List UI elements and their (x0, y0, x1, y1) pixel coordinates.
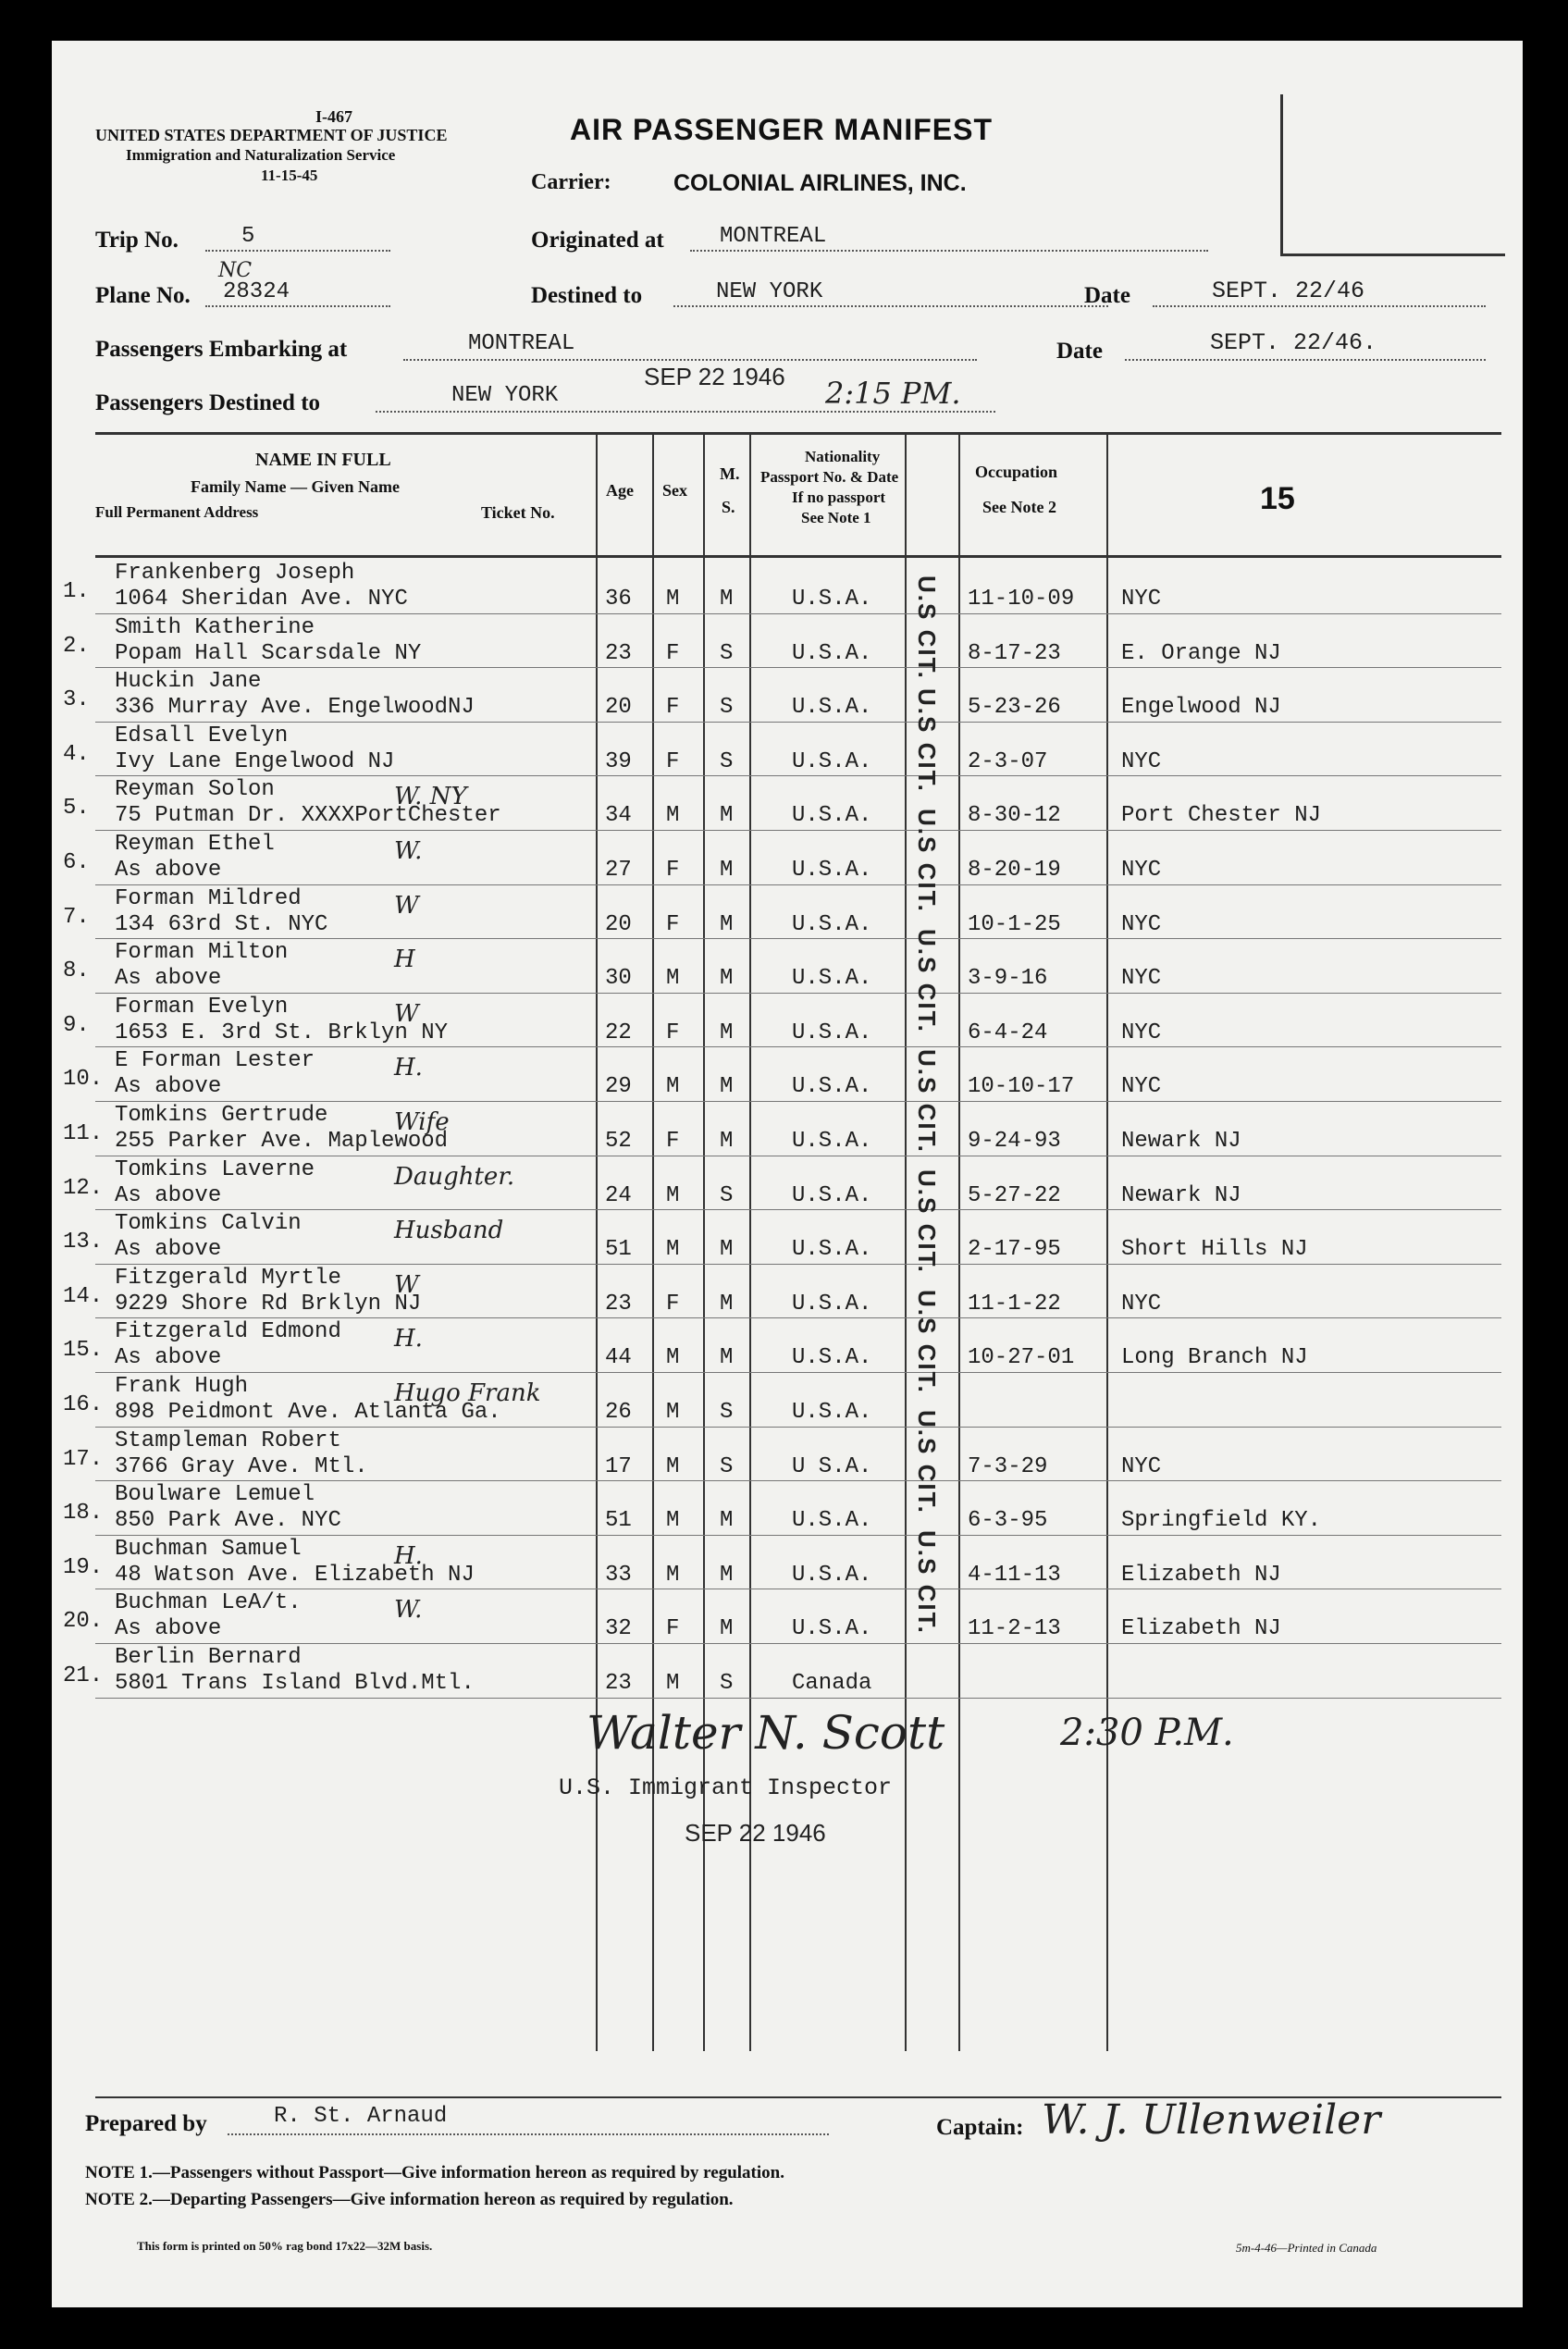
passenger-sex: F (666, 640, 680, 666)
passenger-name: Buchman Samuel (115, 1536, 302, 1562)
passenger-address: 5801 Trans Island Blvd.Mtl. (115, 1671, 475, 1696)
passenger-name: Huckin Jane (115, 669, 262, 695)
passenger-nationality: U.S.A. (792, 640, 872, 666)
passenger-marital: S (720, 640, 734, 666)
passenger-marital: M (720, 803, 734, 829)
passenger-destination: Newark NJ (1121, 1182, 1241, 1208)
passenger-address: 48 Watson Ave. Elizabeth NJ (115, 1562, 475, 1588)
prepared-by: R. St. Arnaud (274, 2104, 448, 2129)
embark-date: SEPT. 22/46. (1210, 329, 1377, 356)
row-number: 5. (63, 796, 90, 822)
us-cit-stamp: U.S CIT. (913, 1530, 941, 1635)
passenger-destination: Elizabeth NJ (1121, 1562, 1281, 1588)
passenger-age: 33 (605, 1562, 632, 1588)
col-ticket: Ticket No. (481, 503, 555, 522)
passenger-age: 29 (605, 1074, 632, 1100)
passenger-sex: M (666, 587, 680, 612)
embark-date-label: Date (1056, 339, 1103, 364)
passenger-age: 30 (605, 966, 632, 992)
passenger-age: 51 (605, 1508, 632, 1534)
passenger-address: 1653 E. 3rd St. Brklyn NY (115, 1020, 449, 1045)
passenger-nationality: U.S.A. (792, 1508, 872, 1534)
passenger-destination: NYC (1121, 1074, 1162, 1100)
passenger-nationality: U.S.A. (792, 803, 872, 829)
print-code: 5m-4-46—Printed in Canada (1236, 2241, 1377, 2255)
passenger-name: Forman Evelyn (115, 994, 289, 1020)
row-number: 12. (63, 1175, 104, 1201)
passenger-sex: F (666, 858, 680, 883)
passenger-name: Smith Katherine (115, 614, 315, 640)
passenger-nationality: U.S.A. (792, 1074, 872, 1100)
row-number: 20. (63, 1609, 104, 1635)
passenger-marital: S (720, 748, 734, 774)
embarking-city: MONTREAL (468, 331, 575, 356)
arrival-date-stamp: SEP 22 1946 (644, 363, 785, 390)
trip-date: SEPT. 22/46 (1212, 278, 1365, 304)
note-2: NOTE 2.—Departing Passengers—Give information hereon as required by regulation. (85, 2190, 734, 2209)
col-nat-3: If no passport (792, 488, 886, 506)
note-1: NOTE 1.—Passengers without Passport—Give information hereon as required by regulation. (85, 2163, 784, 2182)
form-number: I-467 (315, 107, 352, 126)
passenger-nationality: Canada (792, 1671, 872, 1696)
passenger-address: As above (115, 1237, 222, 1263)
destined-city: NEW YORK (716, 279, 823, 304)
passenger-occupation: 2-17-95 (968, 1237, 1061, 1263)
passenger-sex: F (666, 1291, 680, 1317)
passenger-marital: S (720, 695, 734, 721)
col-ms-1: M. (720, 464, 740, 483)
embarking-label: Passengers Embarking at (95, 337, 348, 362)
passenger-occupation: 5-23-26 (968, 695, 1061, 721)
passenger-address: 336 Murray Ave. EngelwoodNJ (115, 695, 475, 721)
passenger-nationality: U.S.A. (792, 1020, 872, 1045)
passenger-address: 1064 Sheridan Ave. NYC (115, 587, 408, 612)
col-occ-2: See Note 2 (982, 498, 1056, 516)
passenger-address: 898 Peidmont Ave. Atlanta Ga. (115, 1400, 501, 1425)
passenger-marital: M (720, 1562, 734, 1588)
row-number: 21. (63, 1663, 104, 1688)
passenger-age: 23 (605, 1671, 632, 1696)
passenger-address: As above (115, 858, 222, 883)
dest-label: Passengers Destined to (95, 390, 321, 415)
passenger-address: 134 63rd St. NYC (115, 911, 328, 937)
passenger-nationality: U.S.A. (792, 966, 872, 992)
passenger-age: 17 (605, 1453, 632, 1479)
passenger-marital: M (720, 966, 734, 992)
date-label: Date (1084, 283, 1130, 308)
passenger-occupation: 8-20-19 (968, 858, 1061, 883)
passenger-marital: M (720, 911, 734, 937)
service-name: Immigration and Naturalization Service (126, 146, 396, 164)
passenger-destination: Long Branch NJ (1121, 1345, 1308, 1371)
plane-prefix: NC (218, 259, 253, 282)
passenger-address: As above (115, 966, 222, 992)
passenger-nationality: U S.A. (792, 1453, 872, 1479)
department-name: UNITED STATES DEPARTMENT OF JUSTICE (95, 126, 448, 144)
passenger-age: 51 (605, 1237, 632, 1263)
sheet-count: 15 (1260, 481, 1295, 516)
plane-label: Plane No. (95, 283, 191, 308)
passenger-sex: M (666, 1345, 680, 1371)
passenger-age: 44 (605, 1345, 632, 1371)
form-date: 11-15-45 (261, 167, 318, 184)
passenger-nationality: U.S.A. (792, 587, 872, 612)
passenger-marital: M (720, 1345, 734, 1371)
us-cit-stamp: U.S CIT. (913, 1169, 941, 1274)
row-number: 11. (63, 1121, 104, 1146)
passenger-nationality: U.S.A. (792, 1129, 872, 1154)
passenger-occupation: 6-3-95 (968, 1508, 1048, 1534)
passenger-name: Edsall Evelyn (115, 723, 289, 748)
passenger-name: Fitzgerald Edmond (115, 1319, 341, 1345)
row-number: 3. (63, 687, 90, 713)
passenger-name: Buchman LeA/t. (115, 1590, 302, 1616)
handwritten-note: W. (394, 1596, 423, 1625)
handwritten-note: Wife (394, 1108, 450, 1136)
passenger-name: Frank Hugh (115, 1374, 249, 1399)
manifest-page (52, 41, 1523, 2307)
originated-city: MONTREAL (720, 224, 827, 249)
page-title: AIR PASSENGER MANIFEST (570, 113, 993, 146)
passenger-destination: NYC (1121, 911, 1162, 937)
passenger-name: Tomkins Calvin (115, 1211, 302, 1237)
passenger-address: 3766 Gray Ave. Mtl. (115, 1453, 368, 1479)
passenger-name: Forman Mildred (115, 885, 302, 911)
handwritten-note: W (394, 1270, 419, 1299)
arrival-time: 2:15 PM. (825, 376, 961, 411)
passenger-occupation: 9-24-93 (968, 1129, 1061, 1154)
col-occ-1: Occupation (975, 463, 1058, 481)
passenger-sex: F (666, 1020, 680, 1045)
col-age: Age (606, 481, 634, 500)
office-use-box (1280, 94, 1505, 256)
passenger-sex: M (666, 1400, 680, 1425)
row-number: 8. (63, 958, 90, 984)
passenger-address: 9229 Shore Rd Brklyn NJ (115, 1291, 422, 1317)
passenger-age: 23 (605, 640, 632, 666)
passenger-occupation: 10-1-25 (968, 911, 1061, 937)
passenger-name: Frankenberg Joseph (115, 561, 355, 586)
col-nat-4: See Note 1 (801, 509, 871, 526)
trip-label: Trip No. (95, 228, 179, 253)
passenger-age: 20 (605, 911, 632, 937)
passenger-name: Stampleman Robert (115, 1428, 341, 1453)
row-number: 1. (63, 579, 90, 604)
row-number: 2. (63, 633, 90, 659)
col-sex: Sex (662, 481, 687, 500)
passenger-occupation: 8-17-23 (968, 640, 1061, 666)
passenger-nationality: U.S.A. (792, 1345, 872, 1371)
us-cit-stamp: U.S CIT. (913, 929, 941, 1033)
passenger-marital: S (720, 1671, 734, 1696)
passenger-marital: M (720, 587, 734, 612)
handwritten-note: W. NY (394, 783, 467, 811)
handwritten-note: W. (394, 837, 423, 865)
handwritten-note: Husband (394, 1217, 504, 1245)
passenger-sex: F (666, 695, 680, 721)
originated-label: Originated at (531, 228, 664, 253)
dest-city: NEW YORK (451, 383, 559, 408)
passenger-marital: M (720, 1129, 734, 1154)
inspector-time: 2:30 P.M. (1060, 1712, 1234, 1754)
handwritten-note: Hugo Frank (394, 1379, 541, 1407)
passenger-age: 39 (605, 748, 632, 774)
passenger-name: Tomkins Laverne (115, 1156, 315, 1182)
passenger-destination: Port Chester NJ (1121, 803, 1322, 829)
passenger-age: 32 (605, 1616, 632, 1642)
passenger-marital: M (720, 858, 734, 883)
passenger-marital: M (720, 1237, 734, 1263)
inspector-date-stamp: SEP 22 1946 (685, 1819, 826, 1847)
passenger-occupation: 11-1-22 (968, 1291, 1061, 1317)
passenger-age: 36 (605, 587, 632, 612)
passenger-name: Berlin Bernard (115, 1645, 302, 1670)
handwritten-note: W (394, 891, 419, 920)
passenger-sex: F (666, 1616, 680, 1642)
passenger-sex: M (666, 1074, 680, 1100)
passenger-address: As above (115, 1345, 222, 1371)
carrier-name: COLONIAL AIRLINES, INC. (673, 170, 967, 196)
passenger-address: Popam Hall Scarsdale NY (115, 640, 422, 666)
passenger-name: Reyman Solon (115, 777, 275, 803)
passenger-destination: NYC (1121, 748, 1162, 774)
passenger-age: 27 (605, 858, 632, 883)
inspector-signature: Walter N. Scott (586, 1706, 945, 1760)
col-name-title: NAME IN FULL (255, 450, 391, 470)
passenger-name: Boulware Lemuel (115, 1482, 315, 1508)
us-cit-stamp: U.S CIT. (913, 575, 941, 680)
passenger-nationality: U.S.A. (792, 748, 872, 774)
passenger-address: 75 Putman Dr. XXXXPortChester (115, 803, 501, 829)
passenger-destination: NYC (1121, 587, 1162, 612)
passenger-address: 255 Parker Ave. Maplewood (115, 1129, 449, 1154)
passenger-destination: NYC (1121, 1291, 1162, 1317)
us-cit-stamp: U.S CIT. (913, 809, 941, 913)
passenger-occupation: 8-30-12 (968, 803, 1061, 829)
passenger-sex: M (666, 1182, 680, 1208)
passenger-address: 850 Park Ave. NYC (115, 1508, 341, 1534)
passenger-nationality: U.S.A. (792, 1291, 872, 1317)
us-cit-stamp: U.S CIT. (913, 1049, 941, 1154)
prepared-label: Prepared by (85, 2111, 207, 2136)
passenger-name: Reyman Ethel (115, 832, 275, 857)
passenger-destination: Newark NJ (1121, 1129, 1241, 1154)
passenger-marital: M (720, 1291, 734, 1317)
passenger-marital: S (720, 1453, 734, 1479)
passenger-sex: M (666, 1453, 680, 1479)
passenger-nationality: U.S.A. (792, 1237, 872, 1263)
passenger-nationality: U.S.A. (792, 695, 872, 721)
passenger-age: 26 (605, 1400, 632, 1425)
passenger-destination: Engelwood NJ (1121, 695, 1281, 721)
passenger-nationality: U.S.A. (792, 1182, 872, 1208)
passenger-marital: M (720, 1020, 734, 1045)
handwritten-note: H. (394, 1541, 423, 1570)
inspector-title: U.S. Immigrant Inspector (559, 1774, 893, 1801)
passenger-destination: NYC (1121, 858, 1162, 883)
passenger-marital: S (720, 1400, 734, 1425)
passenger-age: 23 (605, 1291, 632, 1317)
passenger-name: E Forman Lester (115, 1048, 315, 1074)
row-number: 6. (63, 850, 90, 875)
row-number: 13. (63, 1230, 104, 1255)
row-number: 7. (63, 904, 90, 930)
passenger-sex: F (666, 1129, 680, 1154)
passenger-sex: M (666, 803, 680, 829)
trip-number: 5 (241, 224, 255, 249)
col-nat-2: Passport No. & Date (760, 468, 899, 486)
col-address: Full Permanent Address (95, 503, 259, 521)
us-cit-stamp: U.S CIT. (913, 688, 941, 793)
handwritten-note: H. (394, 1054, 423, 1082)
passenger-sex: M (666, 966, 680, 992)
passenger-sex: F (666, 748, 680, 774)
row-number: 9. (63, 1012, 90, 1038)
passenger-nationality: U.S.A. (792, 911, 872, 937)
passenger-occupation: 11-10-09 (968, 587, 1075, 612)
passenger-nationality: U.S.A. (792, 858, 872, 883)
handwritten-note: W (394, 999, 419, 1028)
passenger-address: As above (115, 1616, 222, 1642)
row-number: 17. (63, 1446, 104, 1472)
passenger-age: 34 (605, 803, 632, 829)
passenger-address: As above (115, 1074, 222, 1100)
col-nat-1: Nationality (805, 448, 881, 465)
passenger-age: 24 (605, 1182, 632, 1208)
passenger-occupation: 10-27-01 (968, 1345, 1075, 1371)
passenger-occupation: 4-11-13 (968, 1562, 1061, 1588)
passenger-sex: F (666, 911, 680, 937)
passenger-sex: M (666, 1562, 680, 1588)
passenger-occupation: 11-2-13 (968, 1616, 1061, 1642)
passenger-occupation: 5-27-22 (968, 1182, 1061, 1208)
passenger-destination: NYC (1121, 966, 1162, 992)
row-number: 19. (63, 1554, 104, 1580)
col-ms-2: S. (722, 498, 735, 516)
passenger-destination: Short Hills NJ (1121, 1237, 1308, 1263)
passenger-nationality: U.S.A. (792, 1616, 872, 1642)
row-number: 16. (63, 1392, 104, 1417)
us-cit-stamp: U.S CIT. (913, 1410, 941, 1514)
printing-info: This form is printed on 50% rag bond 17x22—32M basis. (137, 2239, 433, 2253)
row-number: 15. (63, 1338, 104, 1364)
captain-label: Captain: (936, 2115, 1024, 2140)
passenger-marital: M (720, 1508, 734, 1534)
row-number: 10. (63, 1067, 104, 1093)
passenger-address: Ivy Lane Engelwood NJ (115, 748, 395, 774)
passenger-occupation: 3-9-16 (968, 966, 1048, 992)
passenger-name: Forman Milton (115, 940, 289, 966)
passenger-name: Tomkins Gertrude (115, 1103, 328, 1128)
passenger-marital: M (720, 1074, 734, 1100)
captain-signature: W. J. Ullenweiler (1042, 2096, 1381, 2144)
handwritten-note: H. (394, 1325, 423, 1354)
row-number: 4. (63, 741, 90, 767)
passenger-age: 52 (605, 1129, 632, 1154)
handwritten-note: H (394, 946, 415, 974)
passenger-name: Fitzgerald Myrtle (115, 1265, 341, 1291)
passenger-sex: M (666, 1508, 680, 1534)
passenger-sex: M (666, 1671, 680, 1696)
passenger-occupation: 7-3-29 (968, 1453, 1048, 1479)
passenger-marital: M (720, 1616, 734, 1642)
passenger-destination: E. Orange NJ (1121, 640, 1281, 666)
passenger-destination: NYC (1121, 1020, 1162, 1045)
passenger-occupation: 6-4-24 (968, 1020, 1048, 1045)
col-name-sub: Family Name — Given Name (191, 477, 400, 496)
plane-number: 28324 (223, 279, 290, 304)
row-number: 14. (63, 1283, 104, 1309)
passenger-marital: S (720, 1182, 734, 1208)
row-number: 18. (63, 1501, 104, 1527)
passenger-nationality: U.S.A. (792, 1562, 872, 1588)
passenger-age: 20 (605, 695, 632, 721)
passenger-occupation: 2-3-07 (968, 748, 1048, 774)
destined-label: Destined to (531, 283, 643, 308)
passenger-destination: NYC (1121, 1453, 1162, 1479)
passenger-address: As above (115, 1182, 222, 1208)
passenger-age: 22 (605, 1020, 632, 1045)
passenger-sex: M (666, 1237, 680, 1263)
passenger-destination: Elizabeth NJ (1121, 1616, 1281, 1642)
handwritten-note: Daughter. (394, 1162, 515, 1191)
us-cit-stamp: U.S CIT. (913, 1290, 941, 1394)
passenger-nationality: U.S.A. (792, 1400, 872, 1425)
passenger-occupation: 10-10-17 (968, 1074, 1075, 1100)
carrier-label: Carrier: (531, 170, 611, 194)
passenger-destination: Springfield KY. (1121, 1508, 1322, 1534)
